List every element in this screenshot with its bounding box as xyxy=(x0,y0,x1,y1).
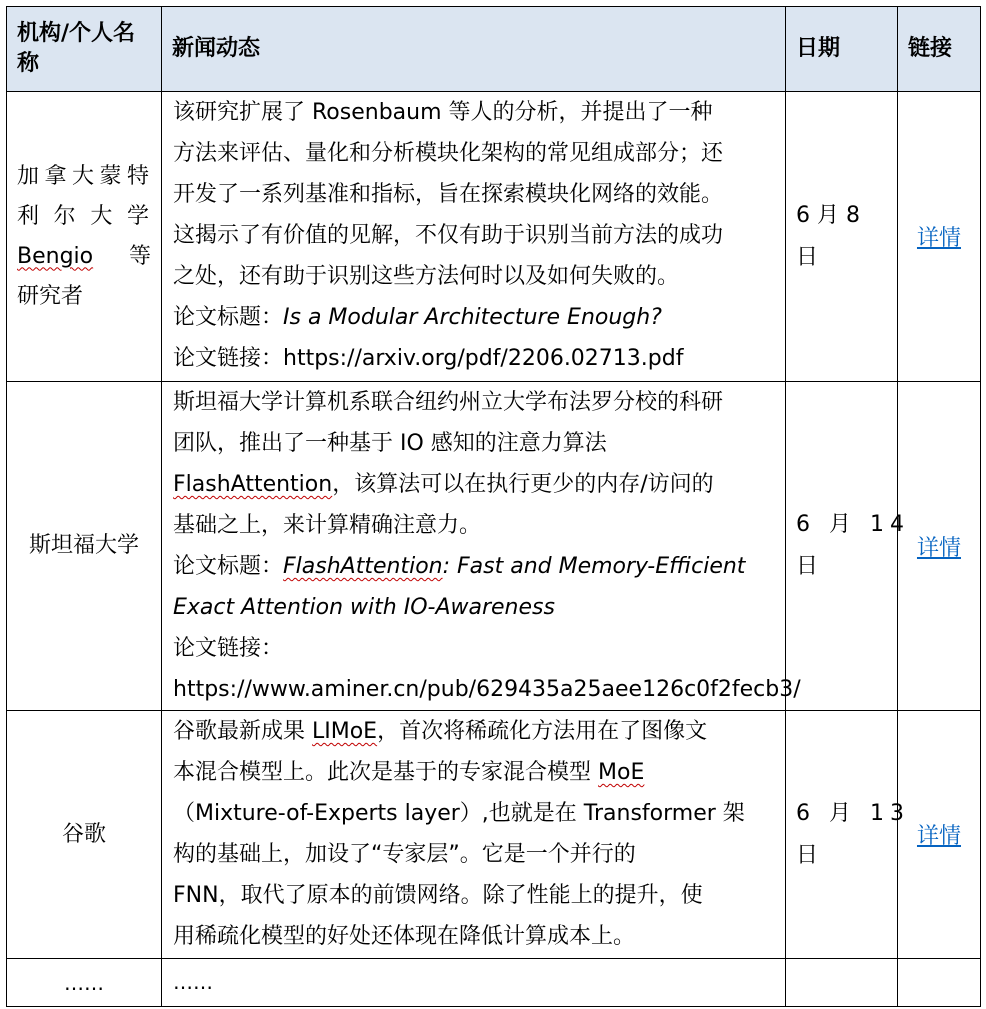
news-line: 用稀疏化模型的好处还体现在降低计算成本上。 xyxy=(173,924,636,949)
header-link: 链接 xyxy=(898,7,981,92)
paper-title-term: FlashAttention xyxy=(283,554,443,579)
news-line: FNN，取代了原本的前馈网络。除了性能上的提升，使 xyxy=(173,883,703,908)
details-link[interactable]: 详情 xyxy=(916,824,961,849)
news-line: 团队，推出了一种基于 IO 感知的注意力算法 xyxy=(173,431,607,456)
news-line xyxy=(173,752,775,793)
paper-title-line xyxy=(173,546,775,587)
org-prefix: 加拿大蒙特利尔大学 xyxy=(17,163,151,229)
details-link[interactable]: 详情 xyxy=(916,226,961,251)
news-cell xyxy=(162,711,786,959)
org-cell: 谷歌 xyxy=(7,711,162,959)
header-news: 新闻动态 xyxy=(162,7,786,92)
table-row xyxy=(7,92,981,382)
table-row xyxy=(7,959,981,1007)
date-cell xyxy=(786,711,910,959)
paper-title-label: 论文标题： xyxy=(173,554,284,579)
news-line xyxy=(173,464,775,505)
date-cell: 6 月 8 日 xyxy=(786,92,898,382)
news-line: 基础之上，来计算精确注意力。 xyxy=(173,513,482,538)
news-line: 该研究扩展了 Rosenbaum 等人的分析，并提出了一种 xyxy=(173,100,713,125)
date-text: 6 月 14 xyxy=(796,512,910,537)
news-text: ，首次将稀疏化方法用在了图像文 xyxy=(377,719,708,744)
news-line: 斯坦福大学计算机系联合纽约州立大学布法罗分校的科研 xyxy=(173,390,724,415)
news-term: LIMoE xyxy=(312,719,378,744)
org-name-line xyxy=(17,237,151,277)
news-cell xyxy=(162,382,801,711)
paper-link: https://arxiv.org/pdf/2206.02713.pdf xyxy=(283,346,684,371)
org-cell xyxy=(7,92,162,382)
header-org: 机构/个人名称 xyxy=(7,7,162,92)
paper-title: : Fast and Memory-Efficient xyxy=(442,554,746,579)
link-cell xyxy=(898,959,981,1007)
news-line: 之处，还有助于识别这些方法何时以及如何失败的。 xyxy=(173,264,680,289)
paper-title: Exact Attention with IO-Awareness xyxy=(173,595,555,620)
paper-title-label: 论文标题： xyxy=(173,305,284,330)
table-row xyxy=(7,382,981,711)
header-row xyxy=(7,7,981,92)
paper-link-label: 论文链接： xyxy=(173,346,284,371)
date-text: 日 xyxy=(796,554,819,579)
news-text: 本混合模型上。此次是基于的专家混合模型 xyxy=(173,760,598,785)
date-text: 6 月 13 xyxy=(796,800,910,826)
paper-link: https://www.aminer.cn/pub/629435a25aee126c0f2fecb3/ xyxy=(173,677,801,702)
paper-link-line xyxy=(173,338,775,379)
link-cell xyxy=(898,711,981,959)
link-cell xyxy=(898,382,981,711)
news-line xyxy=(173,711,775,752)
org-cell: 斯坦福大学 xyxy=(7,382,162,711)
news-line: 开发了一系列基准和指标，旨在探索模块化网络的效能。 xyxy=(173,182,724,207)
details-link[interactable]: 详情 xyxy=(916,535,961,561)
org-cell: …… xyxy=(7,959,162,1007)
org-suffix-1: 等 xyxy=(128,243,151,269)
news-table xyxy=(6,6,981,1007)
news-line: 方法来评估、量化和分析模块化架构的常见组成部分；还 xyxy=(173,141,724,166)
news-line: 这揭示了有价值的见解，不仅有助于识别当前方法的成功 xyxy=(173,223,724,248)
news-cell xyxy=(162,92,786,382)
news-line: （Mixture-of-Experts layer）,也就是在 Transformer 架 xyxy=(173,801,745,826)
news-line: 构的基础上，加设了“专家层”。它是一个并行的 xyxy=(173,842,636,867)
paper-title: Is a Modular Architecture Enough? xyxy=(283,305,662,330)
news-text: ，该算法可以在执行更少的内存/访问的 xyxy=(332,472,714,497)
paper-title-line xyxy=(173,297,775,338)
link-cell xyxy=(898,92,981,382)
paper-link-label: 论文链接： xyxy=(173,636,284,661)
date-cell xyxy=(786,382,910,711)
news-text: 谷歌最新成果 xyxy=(173,719,312,744)
news-term: FlashAttention xyxy=(173,472,333,497)
news-term: MoE xyxy=(598,760,645,785)
date-line xyxy=(796,504,910,546)
table-row xyxy=(7,711,981,959)
paper-title-line xyxy=(173,587,775,628)
header-date: 日期 xyxy=(786,7,898,92)
news-cell: …… xyxy=(162,959,786,1007)
org-name: Bengio xyxy=(17,243,94,269)
org-suffix-2: 研究者 xyxy=(17,283,84,309)
date-cell xyxy=(786,959,898,1007)
date-text: 日 xyxy=(796,842,819,868)
